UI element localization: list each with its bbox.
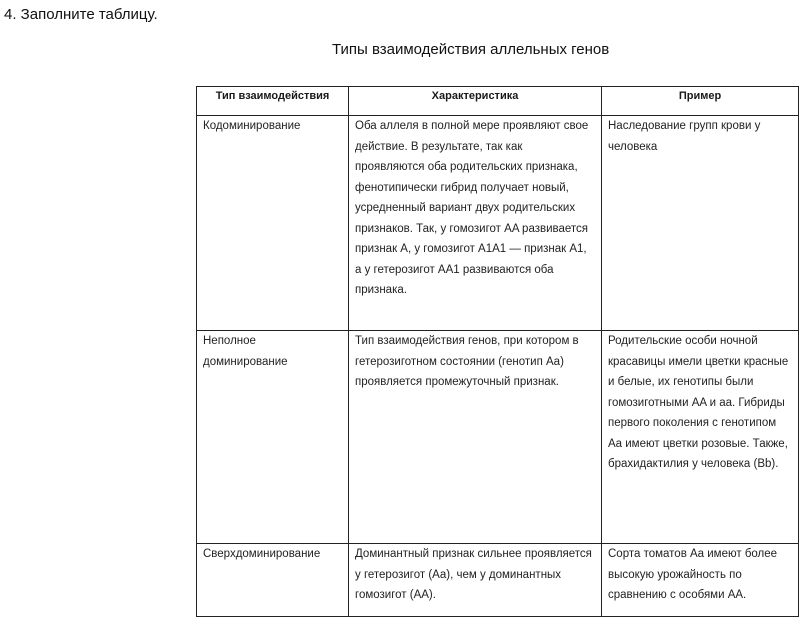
table-caption: Типы взаимодействия аллельных генов (332, 41, 610, 58)
cell-characteristic: Оба аллеля в полной мере проявляют свое действие. В результате, так как проявляются оба родительских признака, фенотипически гибрид получает новый, усредненный вариант двух родительских признаков. Так, у гомозигот AA развивается признак A, у гомозигот A1A1 — признак A1, а у гетерозигот AA1 развиваются оба признака. (349, 116, 602, 331)
cell-characteristic: Доминантный признак сильнее проявляется у гетерозигот (Aa), чем у доминантных гомозигот (AA). (349, 544, 602, 617)
cell-type: Сверхдоминирование (197, 544, 349, 617)
cell-characteristic: Тип взаимодействия генов, при котором в гетерозиготном состоянии (генотип Aa) проявляется промежуточный признак. (349, 331, 602, 544)
table-row (197, 331, 799, 544)
header-example: Пример (602, 87, 799, 116)
cell-example: Сорта томатов Aa имеют более высокую урожайность по сравнению с особями AA. (602, 544, 799, 617)
header-type: Тип взаимодействия (197, 87, 349, 116)
task-heading: 4. Заполните таблицу. (4, 6, 158, 23)
cell-example: Родительские особи ночной красавицы имели цветки красные и белые, их генотипы были гомозиготными AA и aa. Гибриды первого поколения с генотипом Aa имеют цветки розовые. Также, брахидактилия у человека (Bb). (602, 331, 799, 544)
table-row (197, 116, 799, 331)
cell-type: Неполное доминирование (197, 331, 349, 544)
cell-type: Кодоминирование (197, 116, 349, 331)
allele-interaction-table (196, 86, 799, 617)
cell-example: Наследование групп крови у человека (602, 116, 799, 331)
table-row (197, 544, 799, 617)
table-header-row (197, 87, 799, 116)
header-characteristic: Характеристика (349, 87, 602, 116)
